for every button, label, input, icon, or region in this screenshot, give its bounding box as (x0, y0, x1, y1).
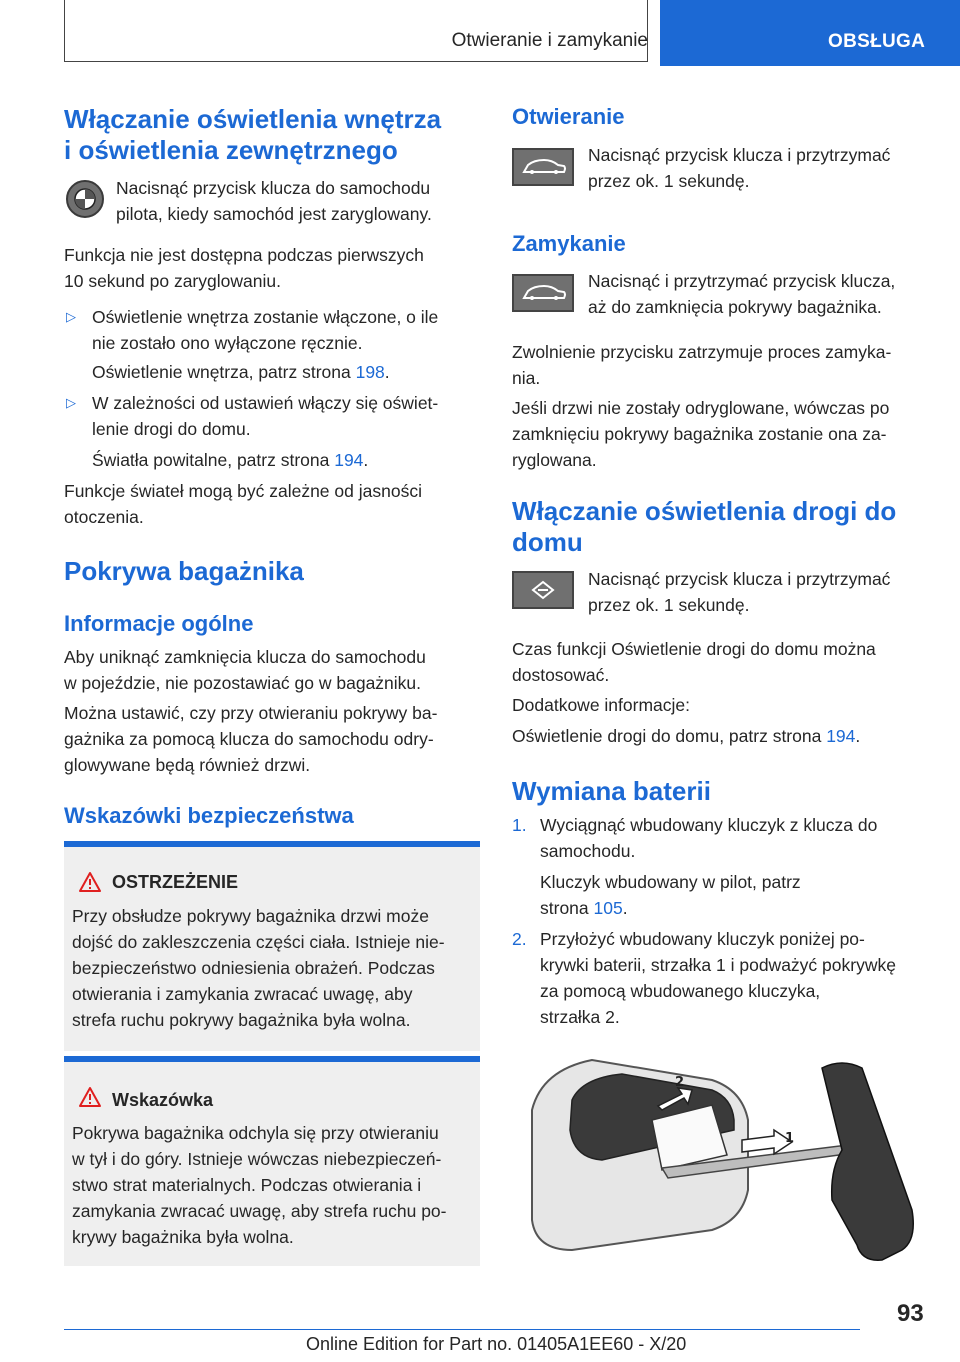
step-2-text (540, 926, 896, 1030)
text-line: Jeśli drzwi nie zostały odryglowane, wówczas po (512, 398, 890, 418)
warning-box (64, 841, 480, 1051)
text-line: Przy obsłudze pokrywy bagażnika drzwi może (72, 906, 429, 926)
trunk-open-button-icon (512, 148, 574, 186)
trunk-close-button-icon (512, 274, 574, 312)
text-line: Przyłożyć wbudowany kluczyk poniżej po‐ (540, 929, 865, 949)
text-line: 10 sekund po zaryglowaniu. (64, 271, 281, 291)
arrow-label-1: 1 (785, 1131, 795, 1146)
text-line: aż do zamknięcia pokrywy bagażnika. (588, 297, 882, 317)
warning-icon (78, 871, 102, 893)
text-line: Pokrywa bagażnika odchyla się przy otwieraniu (72, 1123, 439, 1143)
text-line: otoczenia. (64, 507, 144, 527)
period: . (363, 450, 369, 470)
reference-home-light (512, 723, 860, 749)
heading-line: Włączanie oświetlenia wnętrza (64, 104, 442, 134)
heading-line: domu (512, 527, 583, 557)
header-tab (660, 0, 960, 66)
text-line: samochodu. (540, 841, 636, 861)
text-line: ryglowana. (512, 450, 597, 470)
heading-closing: Zamykanie (512, 231, 626, 256)
bullet-triangle-icon: ▷ (66, 395, 76, 410)
heading-line: Włączanie oświetlenia drogi do (512, 496, 897, 526)
heading-trunk-lid: Pokrywa bagażnika (64, 556, 304, 586)
text-line: Funkcja nie jest dostępna podczas pierwszych (64, 245, 424, 265)
text-line: strzałka 2. (540, 1007, 620, 1027)
text-line: bezpieczeństwo odniesienia obrażeń. Podczas (72, 958, 435, 978)
text-line: krywki baterii, strzałka 1 i podważyć pokrywkę (540, 955, 896, 975)
note-title: Wskazówka (112, 1090, 214, 1110)
bullet-triangle-icon: ▷ (66, 309, 76, 324)
opening-text (588, 142, 890, 194)
text-line: lenie drogi do domu. (92, 419, 251, 439)
text-line: Kluczyk wbudowany w pilot, patrz (540, 872, 801, 892)
period: . (622, 898, 628, 918)
heading-home-lighting (512, 496, 896, 558)
page-link[interactable]: 105 (593, 898, 623, 918)
step-1-text (540, 812, 877, 864)
text-line: glowywane będą również drzwi. (64, 755, 311, 775)
duration-text (512, 636, 876, 688)
text-line: Funkcje świateł mogą być zależne od jasności (64, 481, 422, 501)
heading-interior-lighting (64, 104, 441, 166)
period: . (384, 362, 390, 382)
text-line: Nacisnąć przycisk klucza i przytrzymać (588, 145, 891, 165)
heading-safety: Wskazówki bezpieczeństwa (64, 803, 354, 828)
text-line: otwierania i zamykania zwracać uwagę, aby (72, 984, 413, 1004)
reference-welcome-lights (92, 447, 368, 473)
text-line: w tył i do góry. Istnieje wówczas niebezpieczeń‐ (72, 1149, 442, 1169)
warning-text (72, 903, 445, 1033)
text-line: Można ustawić, czy przy otwieraniu pokrywy ba‐ (64, 703, 438, 723)
text-line: W zależności od ustawień włączy się oświet‐ (92, 393, 439, 413)
function-note (64, 242, 424, 294)
text-line: nia. (512, 368, 541, 388)
text-line: za pomocą wbudowanego kluczyka, (540, 981, 821, 1001)
arrow-label-2: 2 (675, 1075, 685, 1090)
text-line: Czas funkcji Oświetlenie drogi do domu można (512, 639, 876, 659)
text-line: Nacisnąć przycisk klucza i przytrzymać (588, 569, 891, 589)
text-line: dostosować. (512, 665, 610, 685)
reference-text: Światła powitalne, patrz strona (92, 450, 335, 470)
page-link[interactable]: 194 (826, 726, 856, 746)
page-link[interactable]: 194 (334, 450, 364, 470)
text-line: Zwolnienie przycisku zatrzymuje proces zamyka‐ (512, 342, 892, 362)
text-line: gażnika za pomocą klucza do samochodu odry‐ (64, 729, 434, 749)
setting-text (64, 700, 437, 778)
bullet-interior (92, 304, 438, 356)
heading-battery-replacement: Wymiana baterii (512, 776, 711, 806)
page-number: 93 (897, 1300, 924, 1327)
home-light-text (588, 566, 890, 618)
additional-info: Dodatkowe informacje: (512, 695, 690, 715)
home-light-button-icon (512, 571, 574, 609)
heading-general-info: Informacje ogólne (64, 611, 254, 636)
note-box (64, 1056, 480, 1266)
warning-title: OSTRZEŻENIE (112, 872, 239, 892)
step-number: 2. (512, 929, 527, 949)
edition-line: Online Edition for Part no. 01405A1EE60 - X/20 (306, 1334, 687, 1354)
interior-instruction (116, 175, 432, 227)
footer-rule (64, 1329, 860, 1330)
text-line: Nacisnąć przycisk klucza do samochodu (116, 178, 431, 198)
text-line: pilota, kiedy samochód jest zaryglowany. (116, 204, 432, 224)
reference-text: strona (540, 898, 594, 918)
text-line: krywy bagażnika była wolna. (72, 1227, 294, 1247)
text-line: strefa ruchu pokrywy bagażnika była wolna. (72, 1010, 411, 1030)
text-line: Wyciągnąć wbudowany kluczyk z klucza do (540, 815, 878, 835)
reference-text: Oświetlenie wnętrza, patrz strona (92, 362, 356, 382)
text-line: stwo strat materialnych. Podczas otwierania i (72, 1175, 422, 1195)
reference-integrated-key (540, 869, 801, 921)
step-number: 1. (512, 815, 527, 835)
header-tab-label: OBSŁUGA (828, 31, 926, 52)
closing-text (588, 268, 895, 320)
brightness-note (64, 478, 422, 530)
period: . (855, 726, 861, 746)
text-line: zamknięciu pokrywy bagażnika zostanie ona za‐ (512, 424, 887, 444)
text-line: w pojeździe, nie pozostawiać go w bagażniku. (64, 673, 422, 693)
key-battery-illustration (512, 1050, 928, 1268)
bullet-home-light (92, 390, 438, 442)
text-line: nie zostało ono wyłączone ręcznie. (92, 333, 363, 353)
header-section-title: Otwieranie i zamykanie (451, 30, 648, 51)
heading-opening: Otwieranie (512, 104, 625, 129)
general-text (64, 644, 426, 696)
text-line: przez ok. 1 sekundę. (588, 595, 750, 615)
text-line: Nacisnąć i przytrzymać przycisk klucza, (588, 271, 896, 291)
text-line: przez ok. 1 sekundę. (588, 171, 750, 191)
text-line: Oświetlenie wnętrza zostanie włączone, o ile (92, 307, 439, 327)
note-text (72, 1120, 446, 1250)
unlock-text (512, 395, 889, 473)
heading-line: i oświetlenia zewnętrznego (64, 135, 398, 165)
release-text (512, 339, 891, 391)
text-line: dojść do zakleszczenia części ciała. Istnieje nie‐ (72, 932, 445, 952)
text-line: Aby uniknąć zamknięcia klucza do samochodu (64, 647, 426, 667)
bmw-key-button-icon (66, 180, 104, 218)
reference-interior-light (92, 359, 390, 385)
notice-icon (78, 1086, 102, 1108)
text-line: zamykania zwracać uwagę, aby strefa ruchu po‐ (72, 1201, 447, 1221)
page-link[interactable]: 198 (355, 362, 385, 382)
reference-text: Oświetlenie drogi do domu, patrz strona (512, 726, 827, 746)
